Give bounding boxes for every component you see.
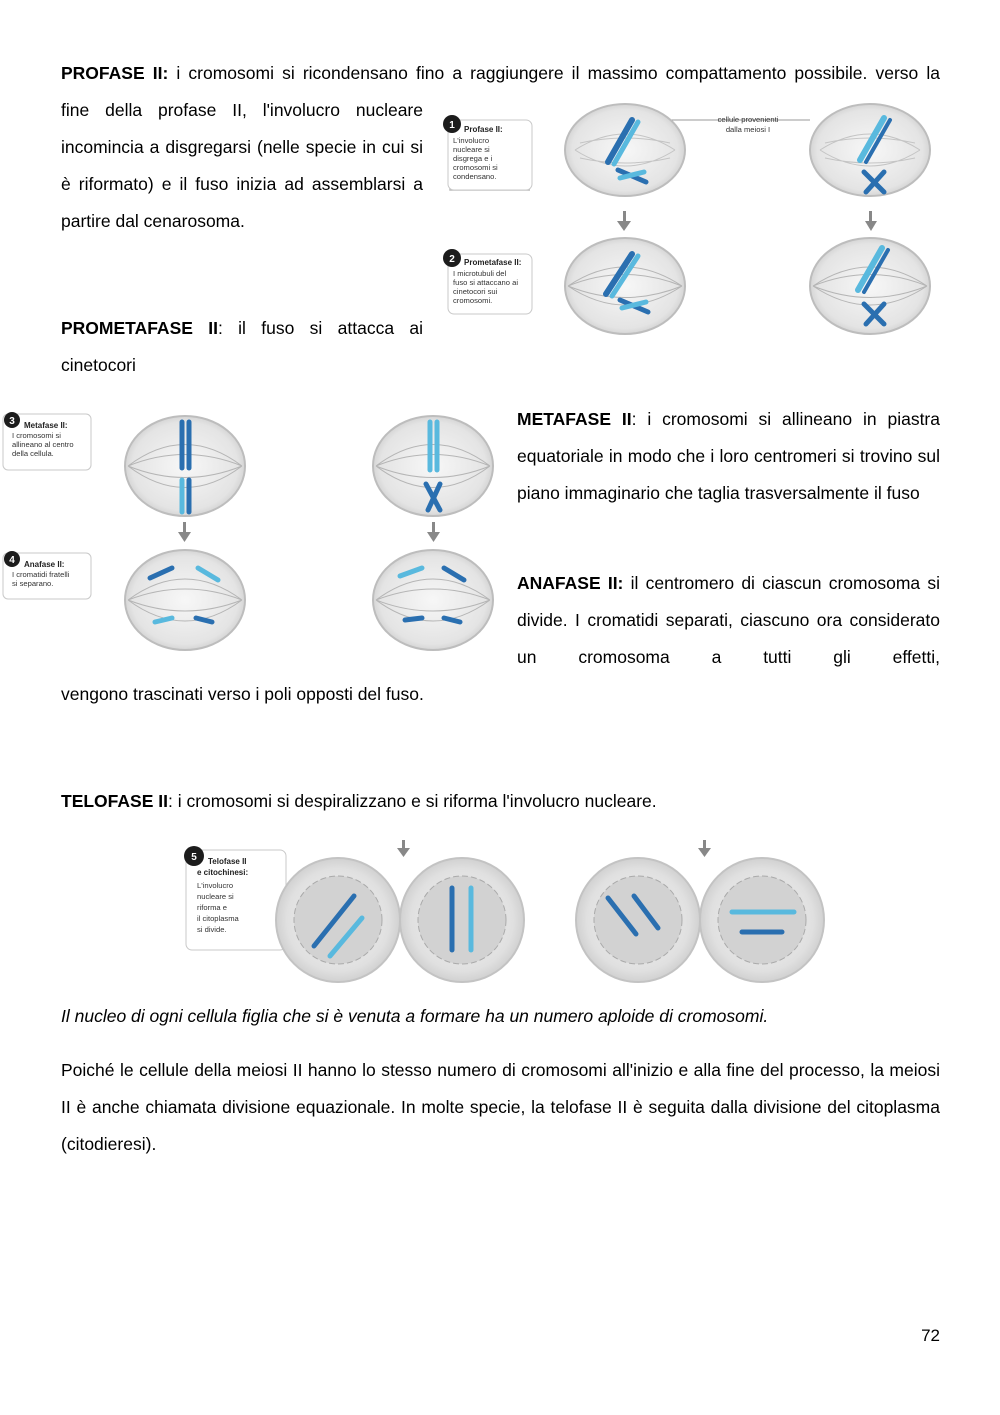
cell-anafase-right (373, 550, 493, 650)
step4-line2: si separano. (12, 579, 54, 588)
step5-line1: L'involucro (197, 881, 234, 890)
metafase-paragraph (517, 401, 940, 512)
step2-label (443, 249, 532, 314)
step3-line1: I cromosomi si (12, 431, 61, 440)
prometafase-heading: PROMETAFASE II (61, 318, 218, 338)
step1-title: Profase II: (464, 125, 503, 134)
figure-telofase (180, 838, 830, 983)
cells-origin-line1: cellule provenienti (717, 115, 779, 124)
step3-line3: della cellula. (12, 449, 54, 458)
step5-line3: riforma e (197, 903, 227, 912)
cell-profase-right (810, 104, 930, 196)
step1-line3: disgrega e i (453, 154, 493, 163)
step4-line1: I cromatidi fratelli (12, 570, 70, 579)
down-arrow-icon (865, 211, 877, 231)
closing-paragraph: Poiché le cellule della meiosi II hanno lo stesso numero di cromosomi all'inizio e alla fine del processo, la meiosi II è anche chiamata divisione equazionale. In molte specie, la telofase II è seguita dalla divisione del citoplasma (citodieresi). (61, 1060, 940, 1154)
step3-title: Metafase II: (24, 421, 68, 430)
step4-title: Anafase II: (24, 560, 65, 569)
cell-metafase-right (373, 416, 493, 516)
step2-line3: cinetocori sui (453, 287, 498, 296)
prometafase-paragraph (61, 310, 423, 384)
step5-line5: si divide. (197, 925, 227, 934)
step3-number: 3 (9, 416, 15, 427)
cell-prometafase-right (810, 238, 930, 334)
page-number: 72 (921, 1326, 940, 1345)
profase-first-line (61, 55, 940, 92)
cells-origin-line2: dalla meiosi I (725, 125, 771, 134)
cell-profase-left (565, 104, 685, 196)
step2-line4: cromosomi. (453, 296, 493, 305)
step5-label (184, 846, 286, 950)
step5-title-line2: e citochinesi: (197, 868, 249, 877)
figure-profase-prometafase (440, 98, 940, 358)
telofase-text: : i cromosomi si despiralizzano e si riforma l'involucro nucleare. (167, 791, 657, 811)
step2-line1: I microtubuli del (453, 269, 507, 278)
down-arrow-icon (178, 522, 191, 542)
telofase-paragraph (61, 783, 940, 820)
telofase-heading: TELOFASE II (61, 791, 168, 811)
figure-metafase-anafase (0, 408, 500, 658)
step1-number: 1 (449, 120, 455, 131)
daughter-cell-3 (576, 858, 700, 982)
step3-label (3, 412, 91, 470)
step4-number: 4 (9, 555, 15, 566)
profase-paragraph: fine della profase II, l'involucro nucleare incomincia a disgregarsi (nelle specie in cui si è riformato) e il fuso inizia ad assemblarsi a partire dal cenarosoma. (61, 100, 423, 231)
metafase-heading: METAFASE II (517, 409, 632, 429)
step1-line1: L'involucro (453, 136, 490, 145)
step3-line2: allineano al centro (12, 440, 74, 449)
cell-metafase-left (125, 416, 245, 516)
cell-anafase-left (125, 550, 245, 650)
anafase-text: il centromero di ciascun cromosoma si divide. I cromatidi separati, ciascuno ora considerato un cromosoma a tutti gli effetti, (517, 573, 940, 667)
haploid-note: Il nucleo di ogni cellula figlia che si è venuta a formare ha un numero aploide di cromosomi. (61, 1006, 769, 1026)
down-arrow-icon (617, 211, 631, 231)
cell-prometafase-left (565, 238, 685, 334)
step1-line5: condensano. (453, 172, 497, 181)
down-arrow-icon (698, 840, 711, 857)
daughter-cell-4 (700, 858, 824, 982)
step5-number: 5 (191, 852, 197, 863)
down-arrow-icon (397, 840, 410, 857)
prometafase-text: : il fuso si attacca ai cinetocori (61, 318, 423, 375)
profase-heading: PROFASE II: (61, 63, 169, 83)
anafase-paragraph-part1 (517, 565, 940, 676)
anafase-heading: ANAFASE II: (517, 573, 624, 593)
step5-title-line1: Telofase II (208, 857, 247, 866)
step4-label (3, 551, 91, 599)
anafase-paragraph-part2: vengono trascinati verso i poli opposti del fuso. (61, 684, 424, 704)
step1-label (443, 115, 532, 190)
step2-number: 2 (449, 254, 455, 265)
metafase-text: : i cromosomi si allineano in piastra equatoriale in modo che i loro centromeri si trovino sul piano immaginario che taglia trasversalmente il fuso (517, 409, 940, 503)
step1-line4: cromosomi si (453, 163, 498, 172)
daughter-cell-2 (400, 858, 524, 982)
profase-line1: i cromosomi si ricondensano fino a raggiungere il massimo compattamento possibile. verso la (168, 63, 940, 83)
step5-line2: nucleare si (197, 892, 234, 901)
step5-line4: il citoplasma (197, 914, 239, 923)
down-arrow-icon (427, 522, 440, 542)
step2-line2: fuso si attaccano ai (453, 278, 519, 287)
step2-title: Prometafase II: (464, 258, 522, 267)
daughter-cell-1 (276, 858, 400, 982)
step1-line2: nucleare si (453, 145, 490, 154)
